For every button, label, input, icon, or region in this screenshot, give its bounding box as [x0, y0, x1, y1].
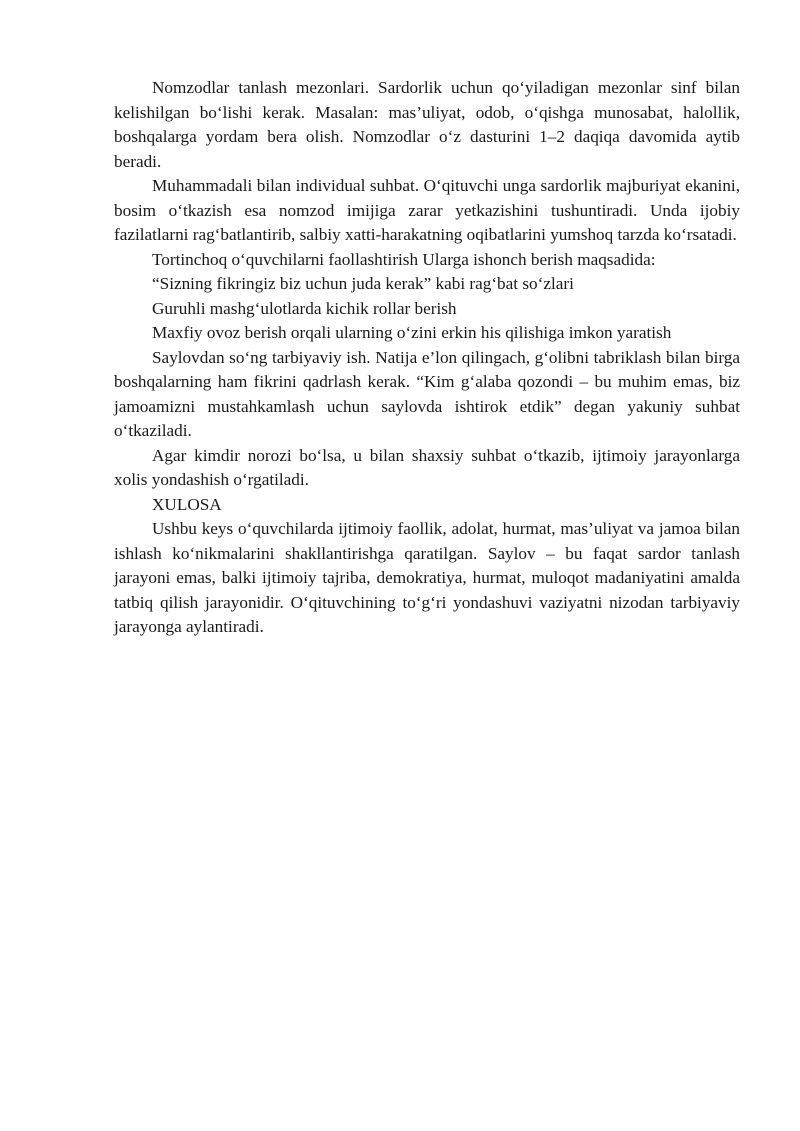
- paragraph-dissatisfied-students: Agar kimdir norozi bo‘lsa, u bilan shaxsiy suhbat o‘tkazib, ijtimoiy jarayonlarga xolis yondashish o‘rgatiladi.: [114, 445, 740, 489]
- paragraph-activate-shy-students: Tortinchoq o‘quvchilarni faollashtirish Ularga ishonch berish maqsadida:: [152, 249, 656, 269]
- section-heading-conclusion: XULOSA: [152, 494, 222, 514]
- paragraph-individual-talk: Muhammadali bilan individual suhbat. O‘qituvchi unga sardorlik majburiyat ekanini, bosim o‘tkazish esa nomzod imijiga zarar yetkazishini tushuntiradi. Unda ijobiy fazilatlarni rag‘batlantirib, salbiy xatti-harakatning oqibatlarini yumshoq tarzda ko‘rsatadi.: [114, 176, 740, 244]
- paragraph-conclusion: Ushbu keys o‘quvchilarda ijtimoiy faollik, adolat, hurmat, mas’uliyat va jamoa bilan ishlash ko‘nikmalarini shakllantirishga qaratilgan. Saylov – bu faqat sardor tanlash jarayoni emas, balki ijtimoiy tajriba, demokratiya, hurmat, muloqot madaniyatini amalda tatbiq qilish jarayonidir. O‘qituvchining to‘g‘ri yondashuvi vaziyatni nizodan tarbiyaviy jarayonga aylantiradi.: [114, 519, 740, 636]
- list-item-secret-ballot: Maxfiy ovoz berish orqali ularning o‘zini erkin his qilishiga imkon yaratish: [152, 323, 672, 342]
- paragraph-candidate-criteria: Nomzodlar tanlash mezonlari. Sardorlik uchun qo‘yiladigan mezonlar sinf bilan kelishilgan bo‘lishi kerak. Masalan: mas’uliyat, odob, o‘qishga munosabat, halollik, boshqalarga yordam bera olish. Nomzodlar o‘z dasturini 1–2 daqiqa davomida aytib beradi.: [114, 78, 740, 171]
- paragraph-post-election-work: Saylovdan so‘ng tarbiyaviy ish. Natija e’lon qilingach, g‘olibni tabriklash bilan birga boshqalarning ham fikrini qadrlash kerak. “Kim g‘alaba qozondi – bu muhim emas, biz jamoamizni mustahkamlash uchun saylovda ishtirok etdik” degan yakuniy suhbat o‘tkaziladi.: [114, 347, 740, 440]
- document-body: [114, 76, 740, 640]
- list-item-small-roles: Guruhli mashg‘ulotlarda kichik rollar berish: [152, 298, 457, 318]
- list-item-encouraging-words: “Sizning fikringiz biz uchun juda kerak” kabi rag‘bat so‘zlari: [152, 274, 574, 293]
